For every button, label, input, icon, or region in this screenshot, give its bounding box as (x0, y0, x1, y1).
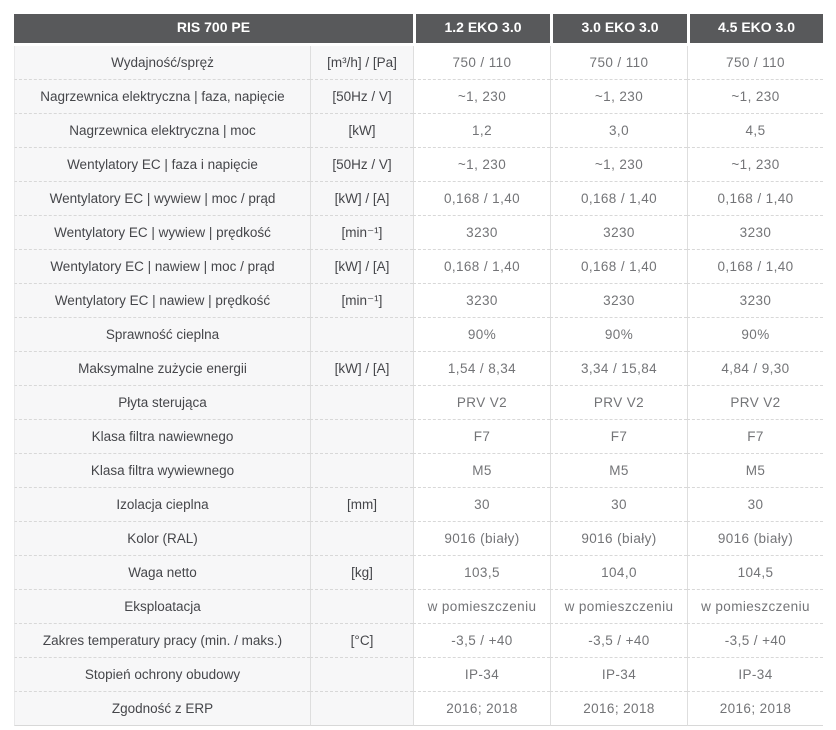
spec-unit: [min⁻¹] (310, 216, 413, 250)
spec-value-model-3: 104,5 (687, 556, 823, 590)
table-row (14, 420, 823, 454)
spec-label: Nagrzewnica elektryczna | moc (14, 114, 310, 148)
table-row (14, 216, 823, 250)
header-row (14, 14, 823, 46)
spec-label: Płyta sterująca (14, 386, 310, 420)
spec-unit: [mm] (310, 488, 413, 522)
model-header-2: 3.0 EKO 3.0 (550, 14, 687, 46)
spec-label: Klasa filtra wywiewnego (14, 454, 310, 488)
spec-value-model-2: M5 (550, 454, 687, 488)
spec-value-model-3: 3230 (687, 216, 823, 250)
table-row (14, 114, 823, 148)
spec-value-model-1: 0,168 / 1,40 (413, 182, 550, 216)
spec-unit (310, 386, 413, 420)
spec-label: Eksploatacja (14, 590, 310, 624)
table-row (14, 318, 823, 352)
spec-value-model-3: M5 (687, 454, 823, 488)
spec-value-model-2: PRV V2 (550, 386, 687, 420)
table-row (14, 522, 823, 556)
spec-value-model-1: M5 (413, 454, 550, 488)
spec-value-model-1: F7 (413, 420, 550, 454)
spec-label: Wentylatory EC | wywiew | moc / prąd (14, 182, 310, 216)
table-row (14, 692, 823, 726)
spec-value-model-2: 0,168 / 1,40 (550, 182, 687, 216)
spec-value-model-3: 750 / 110 (687, 46, 823, 80)
spec-label: Wentylatory EC | faza i napięcie (14, 148, 310, 182)
spec-unit: [°C] (310, 624, 413, 658)
spec-value-model-3: 2016; 2018 (687, 692, 823, 726)
spec-value-model-2: 30 (550, 488, 687, 522)
spec-value-model-2: w pomieszczeniu (550, 590, 687, 624)
table-row (14, 182, 823, 216)
spec-value-model-1: 1,54 / 8,34 (413, 352, 550, 386)
spec-label: Waga netto (14, 556, 310, 590)
spec-value-model-3: ~1, 230 (687, 148, 823, 182)
model-header-1: 1.2 EKO 3.0 (413, 14, 550, 46)
spec-value-model-2: 3230 (550, 216, 687, 250)
spec-value-model-3: 4,5 (687, 114, 823, 148)
spec-value-model-2: 90% (550, 318, 687, 352)
spec-label: Nagrzewnica elektryczna | faza, napięcie (14, 80, 310, 114)
spec-unit: [kW] / [A] (310, 182, 413, 216)
table-row (14, 250, 823, 284)
spec-value-model-2: 104,0 (550, 556, 687, 590)
spec-value-model-1: 90% (413, 318, 550, 352)
spec-value-model-1: w pomieszczeniu (413, 590, 550, 624)
spec-value-model-3: 30 (687, 488, 823, 522)
product-name-header: RIS 700 PE (14, 14, 413, 46)
spec-unit: [kW] / [A] (310, 352, 413, 386)
spec-value-model-3: 0,168 / 1,40 (687, 182, 823, 216)
spec-label: Maksymalne zużycie energii (14, 352, 310, 386)
spec-unit: [min⁻¹] (310, 284, 413, 318)
spec-unit (310, 454, 413, 488)
spec-value-model-1: 103,5 (413, 556, 550, 590)
spec-label: Izolacja cieplna (14, 488, 310, 522)
table-row (14, 352, 823, 386)
spec-value-model-2: 2016; 2018 (550, 692, 687, 726)
spec-label: Zakres temperatury pracy (min. / maks.) (14, 624, 310, 658)
table-row (14, 46, 823, 80)
spec-value-model-3: F7 (687, 420, 823, 454)
spec-value-model-1: 3230 (413, 216, 550, 250)
spec-label: Zgodność z ERP (14, 692, 310, 726)
spec-value-model-1: 750 / 110 (413, 46, 550, 80)
spec-value-model-1: 2016; 2018 (413, 692, 550, 726)
spec-value-model-2: F7 (550, 420, 687, 454)
spec-value-model-3: IP-34 (687, 658, 823, 692)
spec-value-model-3: 4,84 / 9,30 (687, 352, 823, 386)
spec-value-model-1: 30 (413, 488, 550, 522)
spec-unit (310, 522, 413, 556)
spec-unit: [50Hz / V] (310, 80, 413, 114)
table-row (14, 590, 823, 624)
spec-value-model-2: -3,5 / +40 (550, 624, 687, 658)
spec-value-model-2: 3230 (550, 284, 687, 318)
spec-label: Wydajność/spręż (14, 46, 310, 80)
spec-label: Stopień ochrony obudowy (14, 658, 310, 692)
spec-value-model-3: 9016 (biały) (687, 522, 823, 556)
table-row (14, 386, 823, 420)
model-header-3: 4.5 EKO 3.0 (687, 14, 823, 46)
spec-unit (310, 318, 413, 352)
table-row (14, 624, 823, 658)
table-row (14, 454, 823, 488)
spec-label: Klasa filtra nawiewnego (14, 420, 310, 454)
table-row (14, 658, 823, 692)
spec-label: Wentylatory EC | wywiew | prędkość (14, 216, 310, 250)
spec-value-model-1: PRV V2 (413, 386, 550, 420)
spec-label: Kolor (RAL) (14, 522, 310, 556)
spec-value-model-3: ~1, 230 (687, 80, 823, 114)
spec-unit (310, 692, 413, 726)
spec-unit: [kg] (310, 556, 413, 590)
spec-table (14, 14, 823, 726)
spec-value-model-1: 3230 (413, 284, 550, 318)
table-row (14, 148, 823, 182)
spec-value-model-2: 3,0 (550, 114, 687, 148)
spec-unit: [kW] / [A] (310, 250, 413, 284)
spec-unit (310, 590, 413, 624)
spec-value-model-1: ~1, 230 (413, 80, 550, 114)
spec-value-model-2: 750 / 110 (550, 46, 687, 80)
spec-label: Wentylatory EC | nawiew | prędkość (14, 284, 310, 318)
spec-unit (310, 658, 413, 692)
spec-value-model-1: 0,168 / 1,40 (413, 250, 550, 284)
spec-value-model-1: ~1, 230 (413, 148, 550, 182)
spec-value-model-1: 1,2 (413, 114, 550, 148)
spec-value-model-1: IP-34 (413, 658, 550, 692)
spec-unit: [50Hz / V] (310, 148, 413, 182)
spec-value-model-3: PRV V2 (687, 386, 823, 420)
spec-value-model-3: 3230 (687, 284, 823, 318)
spec-value-model-3: 0,168 / 1,40 (687, 250, 823, 284)
spec-value-model-2: 3,34 / 15,84 (550, 352, 687, 386)
spec-label: Sprawność cieplna (14, 318, 310, 352)
spec-value-model-3: w pomieszczeniu (687, 590, 823, 624)
table-row (14, 80, 823, 114)
spec-value-model-2: IP-34 (550, 658, 687, 692)
spec-label: Wentylatory EC | nawiew | moc / prąd (14, 250, 310, 284)
spec-value-model-3: 90% (687, 318, 823, 352)
table-row (14, 284, 823, 318)
table-row (14, 556, 823, 590)
table-row (14, 488, 823, 522)
spec-value-model-2: ~1, 230 (550, 80, 687, 114)
spec-value-model-1: 9016 (biały) (413, 522, 550, 556)
spec-unit (310, 420, 413, 454)
spec-table-body (14, 46, 823, 726)
spec-value-model-1: -3,5 / +40 (413, 624, 550, 658)
spec-unit: [m³/h] / [Pa] (310, 46, 413, 80)
spec-value-model-2: 0,168 / 1,40 (550, 250, 687, 284)
spec-value-model-3: -3,5 / +40 (687, 624, 823, 658)
spec-value-model-2: ~1, 230 (550, 148, 687, 182)
spec-value-model-2: 9016 (biały) (550, 522, 687, 556)
spec-unit: [kW] (310, 114, 413, 148)
